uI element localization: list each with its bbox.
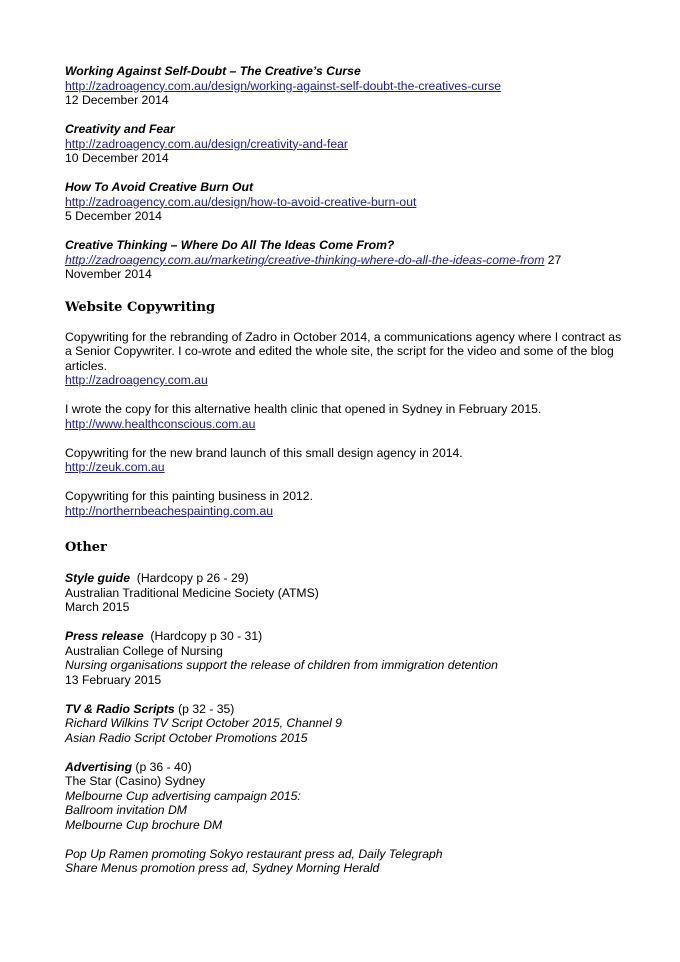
tv-script-line: Richard Wilkins TV Script October 2015, Channel 9 <box>65 716 342 730</box>
article-link[interactable]: http://zadroagency.com.au/design/working-against-self-doubt-the-creatives-curse <box>65 78 502 93</box>
article-title: Creativity and Fear <box>65 122 175 136</box>
section-heading-other: Other <box>65 540 107 555</box>
press-ad-line: Pop Up Ramen promoting Sokyo restaurant press ad, Daily Telegraph <box>65 846 443 861</box>
press-ads-entry <box>65 847 625 876</box>
web-item-link[interactable]: http://zadroagency.com.au <box>65 373 208 387</box>
advertising-item: Ballroom invitation DM <box>65 803 187 817</box>
press-release-date: 13 February 2015 <box>65 672 162 687</box>
press-release-org: Australian College of Nursing <box>65 643 223 658</box>
article-date-day: 27 <box>547 252 562 267</box>
advertising-pages: (p 36 - 40) <box>132 759 192 774</box>
tv-radio-heading <box>65 702 625 717</box>
web-item <box>65 402 625 431</box>
press-release-headline: Nursing organisations support the release of children from immigration detention <box>65 658 498 672</box>
style-guide-org: Australian Traditional Medicine Society (ATMS) <box>65 585 319 600</box>
web-item-link[interactable]: http://zeuk.com.au <box>65 460 165 474</box>
web-item-description: I wrote the copy for this alternative health clinic that opened in Sydney in February 2015. <box>65 402 542 416</box>
style-guide-date: March 2015 <box>65 600 130 614</box>
article-link[interactable]: http://zadroagency.com.au/design/how-to-avoid-creative-burn-out <box>65 194 417 209</box>
article-title: How To Avoid Creative Burn Out <box>65 180 254 194</box>
press-ad-line: Share Menus promotion press ad, Sydney Morning Herald <box>65 861 380 875</box>
article-title: Creative Thinking – Where Do All The Ideas Come From? <box>65 238 395 252</box>
press-release-pages: (Hardcopy p 30 - 31) <box>143 629 263 643</box>
article-link[interactable]: http://zadroagency.com.au/marketing/creative-thinking-where-do-all-the-ideas-come-from <box>65 252 545 267</box>
web-item-description: Copywriting for the new brand launch of this small design agency in 2014. <box>65 445 463 460</box>
article-date: 12 December 2014 <box>65 93 169 107</box>
tv-radio-pages: (p 32 - 35) <box>174 701 235 716</box>
style-guide-heading <box>65 571 625 586</box>
blog-entry <box>65 238 625 282</box>
advertising-heading <box>65 760 625 775</box>
article-date-rest: November 2014 <box>65 267 152 281</box>
radio-script-line: Asian Radio Script October Promotions 2015 <box>65 730 308 745</box>
article-date: 5 December 2014 <box>65 209 162 223</box>
style-guide-title: Style guide <box>65 571 131 585</box>
document-page <box>65 64 625 876</box>
article-link-line <box>65 253 625 268</box>
style-guide-entry <box>65 571 625 615</box>
article-title: Working Against Self-Doubt – The Creative’s Curse <box>65 64 361 78</box>
press-release-title: Press release <box>65 629 144 643</box>
web-item-link[interactable]: http://www.healthconscious.com.au <box>65 416 256 431</box>
advertising-entry <box>65 760 625 833</box>
blog-entry <box>65 180 625 224</box>
blog-entry <box>65 64 625 108</box>
article-link[interactable]: http://zadroagency.com.au/design/creativity-and-fear <box>65 136 348 151</box>
press-release-heading <box>65 629 625 644</box>
article-date: 10 December 2014 <box>65 151 169 165</box>
press-release-entry <box>65 629 625 687</box>
web-item-link[interactable]: http://northernbeachespainting.com.au <box>65 503 274 518</box>
style-guide-pages: (Hardcopy p 26 - 29) <box>130 571 249 585</box>
web-item <box>65 330 625 388</box>
blog-entry <box>65 122 625 166</box>
web-item-description: Copywriting for this painting business in 2012. <box>65 489 313 503</box>
section-heading-website-copywriting: Website Copywriting <box>65 299 216 315</box>
tv-radio-title: TV & Radio Scripts <box>65 701 175 716</box>
web-item <box>65 489 625 518</box>
web-item <box>65 446 625 475</box>
advertising-campaign: Melbourne Cup advertising campaign 2015: <box>65 788 301 803</box>
tv-radio-entry <box>65 702 625 746</box>
advertising-title: Advertising <box>65 759 133 774</box>
advertising-item: Melbourne Cup brochure DM <box>65 817 223 832</box>
web-item-description: Copywriting for the rebranding of Zadro in October 2014, a communications agency where I contract as a Senior Copywriter. I co-wrote and edited the whole site, the script for the video and some of the blog articles. <box>65 329 622 373</box>
advertising-client: The Star (Casino) Sydney <box>65 774 206 788</box>
